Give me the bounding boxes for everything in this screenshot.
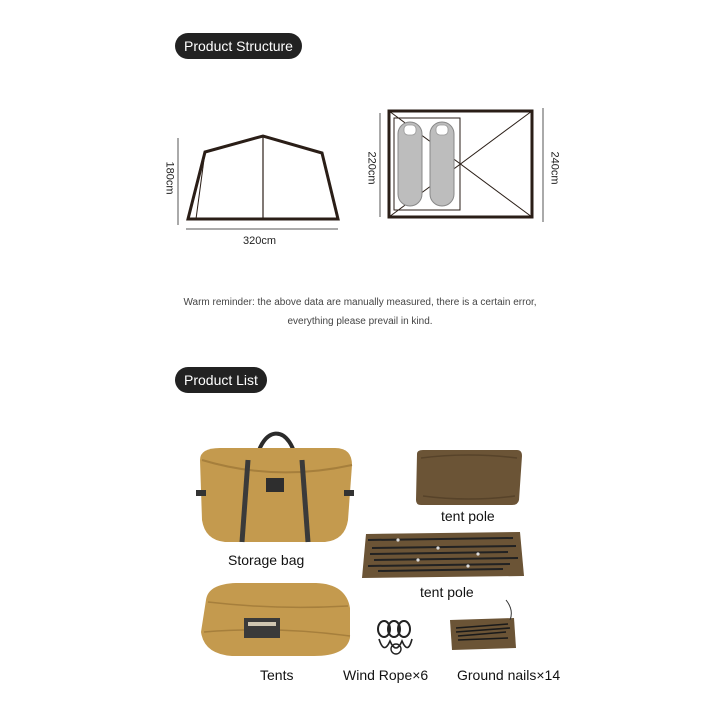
tent-pole-label-2: tent pole <box>420 584 474 600</box>
tent-pole-label-1: tent pole <box>441 508 495 524</box>
tents-label: Tents <box>260 667 294 683</box>
tent-top-view-diagram <box>378 105 548 225</box>
inner-width-dimension-label: 220cm <box>365 151 378 185</box>
storage-bag-image <box>190 420 365 545</box>
length-dimension-label: 320cm <box>243 235 277 247</box>
wind-rope-image <box>376 617 416 657</box>
ground-nails-image <box>448 600 520 650</box>
pillow-2 <box>436 125 448 135</box>
wind-rope-label: Wind Rope×6 <box>343 667 429 683</box>
measurement-reminder <box>150 293 570 331</box>
height-dimension-label: 180cm <box>163 161 176 195</box>
outer-width-dimension-label: 240cm <box>548 151 561 185</box>
tent-pole-bag-image <box>413 448 523 508</box>
reminder-line-1: Warm reminder: the above data are manually measured, there is a certain error, <box>183 297 537 308</box>
tent-side-view-diagram <box>170 130 340 250</box>
reminder-line-2: everything please prevail in kind. <box>287 316 433 327</box>
pillow-1 <box>404 125 416 135</box>
tent-poles-image <box>358 530 528 580</box>
storage-bag-label: Storage bag <box>228 552 305 568</box>
ground-nails-label: Ground nails×14 <box>457 667 561 683</box>
product-structure-heading: Product Structure <box>175 33 302 59</box>
tents-image <box>196 580 354 658</box>
product-list-heading: Product List <box>175 367 267 393</box>
